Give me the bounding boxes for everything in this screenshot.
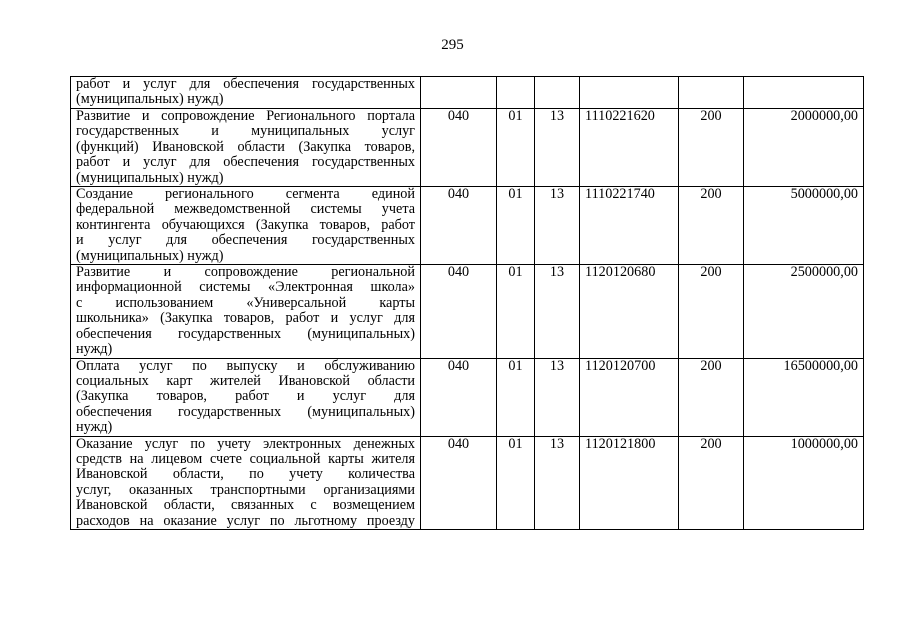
table-row (71, 77, 864, 109)
description-line: информационной системы «Электронная школа» (76, 279, 415, 296)
table-row (71, 109, 864, 187)
expense-type-cell: 200 (679, 436, 744, 529)
amount-cell: 2000000,00 (744, 109, 864, 187)
expense-type-cell: 200 (679, 358, 744, 436)
expense-type-cell (679, 77, 744, 109)
description-line: школьника» (Закупка товаров, работ и услуг для (76, 310, 415, 327)
ministry-code-cell: 040 (421, 358, 497, 436)
subsection-code-cell: 13 (535, 265, 580, 358)
subsection-code-cell (535, 77, 580, 109)
table-row (71, 187, 864, 265)
section-code-cell: 01 (497, 358, 535, 436)
table-body (71, 77, 864, 530)
description-line: (Закупка товаров, работ и услуг для (76, 388, 415, 405)
subsection-code-cell: 13 (535, 358, 580, 436)
description-line: государственных и муниципальных услуг (76, 123, 415, 140)
description-line: (муниципальных) нужд) (76, 247, 224, 264)
description-line: контингента обучающихся (Закупка товаров, работ (76, 216, 415, 233)
ministry-code-cell: 040 (421, 109, 497, 187)
description-line: нужд) (76, 341, 113, 358)
table-row (71, 358, 864, 436)
description-line: работ и услуг для обеспечения государственных (76, 76, 415, 92)
ministry-code-cell: 040 (421, 187, 497, 265)
target-article-cell (580, 77, 679, 109)
description-line: федеральной межведомственной системы учета (76, 201, 415, 218)
description-line: Оказание услуг по учету электронных денежных (76, 435, 415, 452)
description-line: обеспечения государственных (муниципальных) (76, 403, 415, 420)
description-line: Оплата услуг по выпуску и обслуживанию (76, 357, 415, 374)
table-row (71, 265, 864, 358)
target-article-cell: 1120120700 (580, 358, 679, 436)
description-line: средств на лицевом счете социальной карты жителя (76, 450, 415, 467)
amount-cell: 16500000,00 (744, 358, 864, 436)
description-cell (71, 77, 421, 109)
description-line: Развитие и сопровождение Регионального портала (76, 108, 415, 124)
target-article-cell: 1120121800 (580, 436, 679, 529)
amount-cell: 1000000,00 (744, 436, 864, 529)
description-line: Ивановской области, по учету количества (76, 466, 415, 483)
description-line: расходов на оказание услуг по льготному проезду (76, 512, 415, 529)
description-line: Развитие и сопровождение региональной (76, 264, 415, 281)
expense-type-cell: 200 (679, 265, 744, 358)
description-line: Ивановской области, связанных с возмещением (76, 497, 415, 514)
target-article-cell: 1120120680 (580, 265, 679, 358)
ministry-code-cell: 040 (421, 265, 497, 358)
section-code-cell: 01 (497, 187, 535, 265)
section-code-cell (497, 77, 535, 109)
target-article-cell: 1110221620 (580, 109, 679, 187)
description-line: социальных карт жителей Ивановской области (76, 372, 415, 389)
description-cell (71, 187, 421, 265)
table-row (71, 436, 864, 529)
description-cell (71, 436, 421, 529)
description-cell (71, 265, 421, 358)
description-line: работ и услуг для обеспечения государственных (76, 154, 415, 171)
section-code-cell: 01 (497, 265, 535, 358)
amount-cell: 2500000,00 (744, 265, 864, 358)
description-line: с использованием «Универсальной карты (76, 294, 415, 311)
page-number: 295 (441, 37, 464, 53)
description-line: (функций) Ивановской области (Закупка товаров, (76, 138, 415, 155)
description-line: (муниципальных) нужд) (76, 91, 224, 108)
subsection-code-cell: 13 (535, 109, 580, 187)
description-line: обеспечения государственных (муниципальных) (76, 325, 415, 342)
description-cell (71, 358, 421, 436)
description-line: и услуг для обеспечения государственных (76, 232, 415, 249)
ministry-code-cell (421, 77, 497, 109)
description-line: нужд) (76, 419, 113, 436)
description-cell (71, 109, 421, 187)
subsection-code-cell: 13 (535, 436, 580, 529)
expense-type-cell: 200 (679, 109, 744, 187)
amount-cell (744, 77, 864, 109)
description-line: (муниципальных) нужд) (76, 169, 224, 186)
ministry-code-cell: 040 (421, 436, 497, 529)
target-article-cell: 1110221740 (580, 187, 679, 265)
budget-table (70, 76, 864, 530)
description-line: Создание регионального сегмента единой (76, 186, 415, 203)
expense-type-cell: 200 (679, 187, 744, 265)
amount-cell: 5000000,00 (744, 187, 864, 265)
subsection-code-cell: 13 (535, 187, 580, 265)
section-code-cell: 01 (497, 436, 535, 529)
section-code-cell: 01 (497, 109, 535, 187)
description-line: услуг, оказанных транспортными организациями (76, 481, 415, 498)
